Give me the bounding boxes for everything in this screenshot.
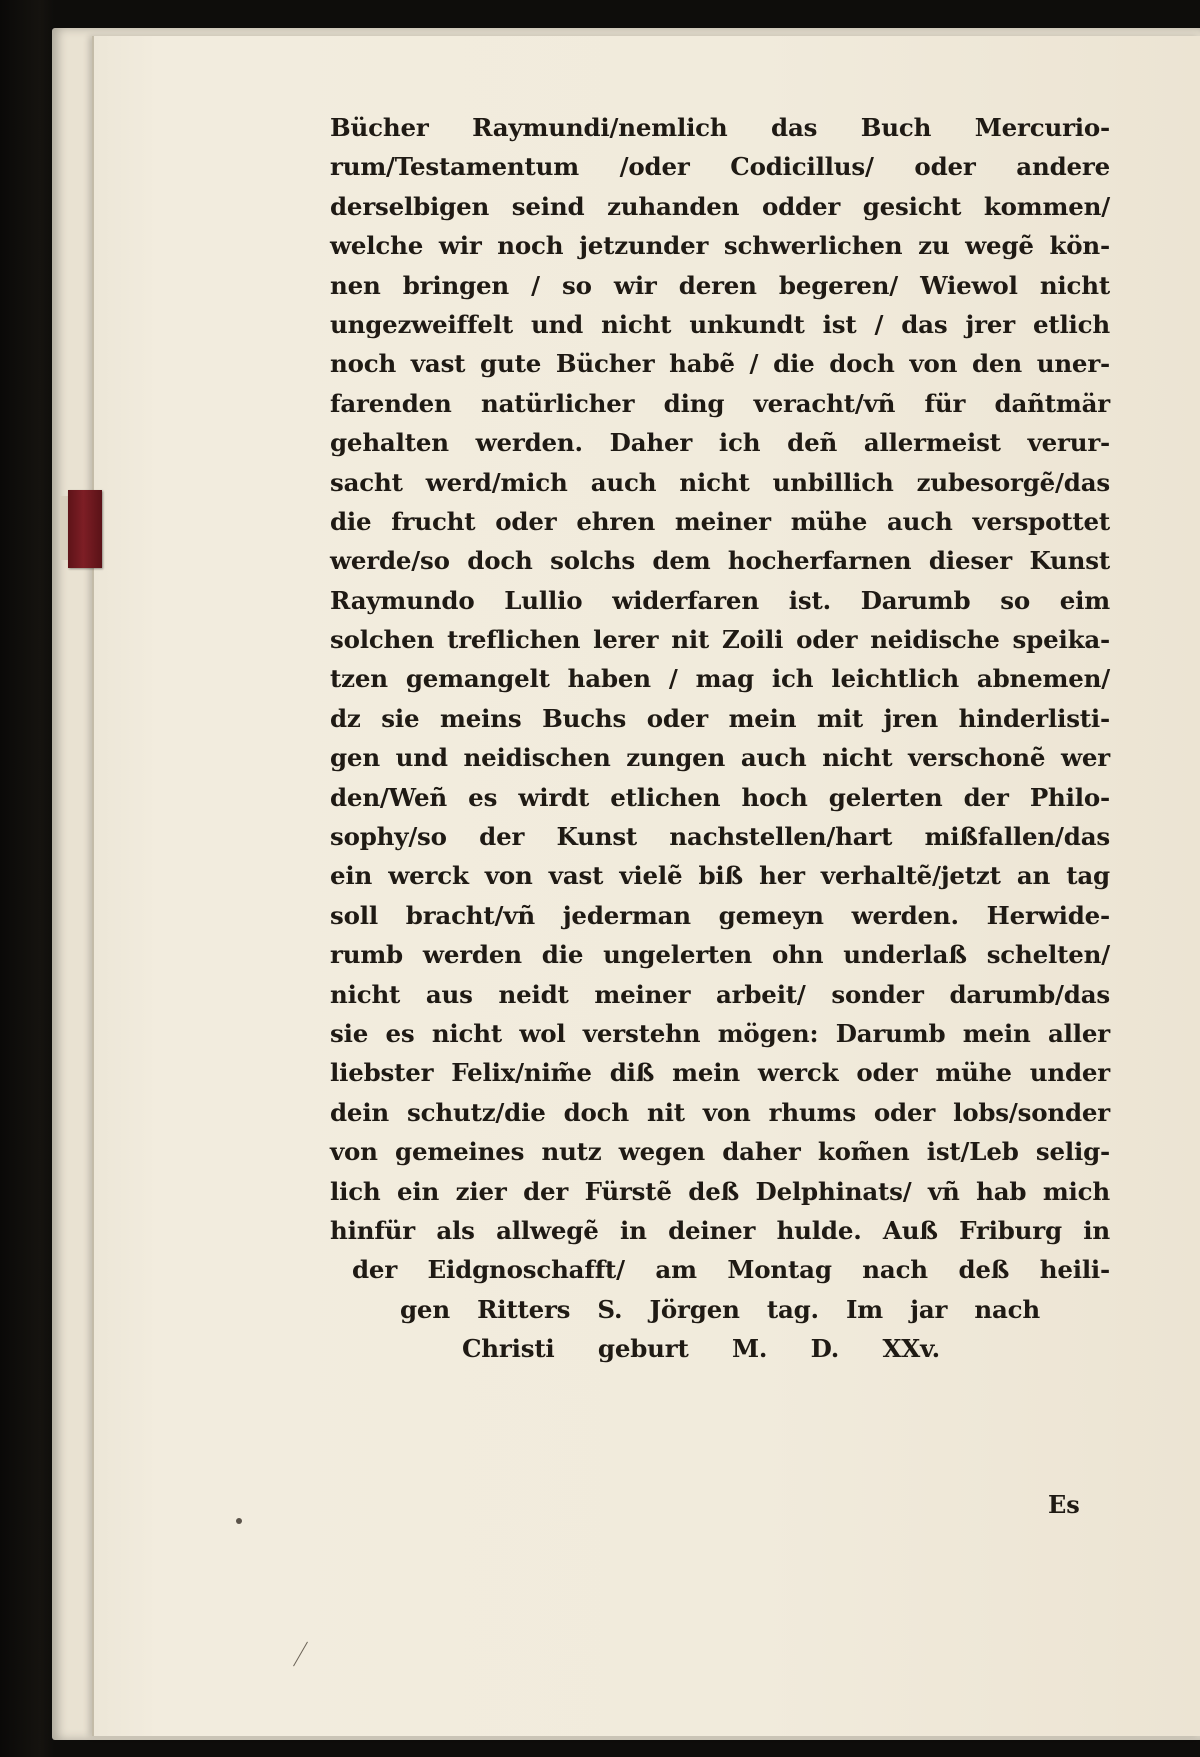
text-line: gehalten werden. Daher ich deñ allermeist verur- <box>330 428 1110 458</box>
text-line: werde/so doch solchs dem hocherfarnen dieser Kunst <box>330 546 1110 576</box>
text-line: sacht werd/mich auch nicht unbillich zubesorgẽ/das <box>330 467 1110 497</box>
text-line: derselbigen seind zuhanden odder gesicht kommen/ <box>330 191 1110 221</box>
text-line: rum/Testamentum /oder Codicillus/ oder andere <box>330 152 1110 182</box>
text-line: sie es nicht wol verstehn mögen: Darumb mein aller <box>330 1018 1110 1048</box>
ink-spot <box>236 1518 242 1524</box>
text-line: hinfür als allwegẽ in deiner hulde. Auß Friburg in <box>330 1215 1110 1245</box>
catchword: Es <box>1048 1490 1080 1519</box>
text-line: nen bringen / so wir deren begeren/ Wiewol nicht <box>330 270 1110 300</box>
text-line: lich ein zier der Fürstẽ deß Delphinats/ vñ hab mich <box>330 1176 1110 1206</box>
text-line: tzen gemangelt haben / mag ich leichtlich abnemen/ <box>330 664 1110 694</box>
text-line: den/Weñ es wirdt etlichen hoch gelerten der Philo- <box>330 782 1110 812</box>
text-line: nicht aus neidt meiner arbeit/ sonder darumb/das <box>330 979 1110 1009</box>
text-line: die frucht oder ehren meiner mühe auch verspottet <box>330 506 1110 536</box>
text-line: Bücher Raymundi/nemlich das Buch Mercurio- <box>330 113 1110 142</box>
text-line: von gemeines nutz wegen daher kom̃en ist/Leb selig- <box>330 1137 1110 1167</box>
text-line: der Eidgnoschafft/ am Montag nach deß heili- <box>352 1255 1110 1285</box>
text-line: gen Ritters S. Jörgen tag. Im jar nach <box>400 1294 1040 1324</box>
text-line: soll bracht/vñ jederman gemeyn werden. Herwide- <box>330 900 1110 930</box>
bookmark-ribbon <box>68 490 102 568</box>
text-line: dz sie meins Buchs oder mein mit jren hinderlisti- <box>330 703 1110 733</box>
text-line: Raymundo Lullio widerfaren ist. Darumb so eim <box>330 585 1110 615</box>
text-line: Christi geburt M. D. XXv. <box>462 1334 940 1364</box>
body-text <box>330 108 1110 1369</box>
page-fold <box>92 36 94 1736</box>
text-line: ungezweiffelt und nicht unkundt ist / das jrer etlich <box>330 309 1110 339</box>
text-line: noch vast gute Bücher habẽ / die doch von den uner- <box>330 349 1110 379</box>
text-line: gen und neidischen zungen auch nicht verschonẽ wer <box>330 743 1110 773</box>
text-line: farenden natürlicher ding veracht/vñ für dañtmär <box>330 388 1110 418</box>
text-line: solchen treflichen lerer nit Zoili oder neidische speika- <box>330 625 1110 655</box>
text-line: ein werck von vast vielẽ biß her verhaltẽ/jetzt an tag <box>330 861 1110 891</box>
text-line: rumb werden die ungelerten ohn underlaß schelten/ <box>330 940 1110 970</box>
text-line: liebster Felix/nim̃e diß mein werck oder mühe under <box>330 1058 1110 1088</box>
text-line: welche wir noch jetzunder schwerlichen zu wegẽ kön- <box>330 231 1110 261</box>
text-line: dein schutz/die doch nit von rhums oder lobs/sonder <box>330 1097 1110 1127</box>
text-line: sophy/so der Kunst nachstellen/hart mißfallen/das <box>330 822 1110 852</box>
